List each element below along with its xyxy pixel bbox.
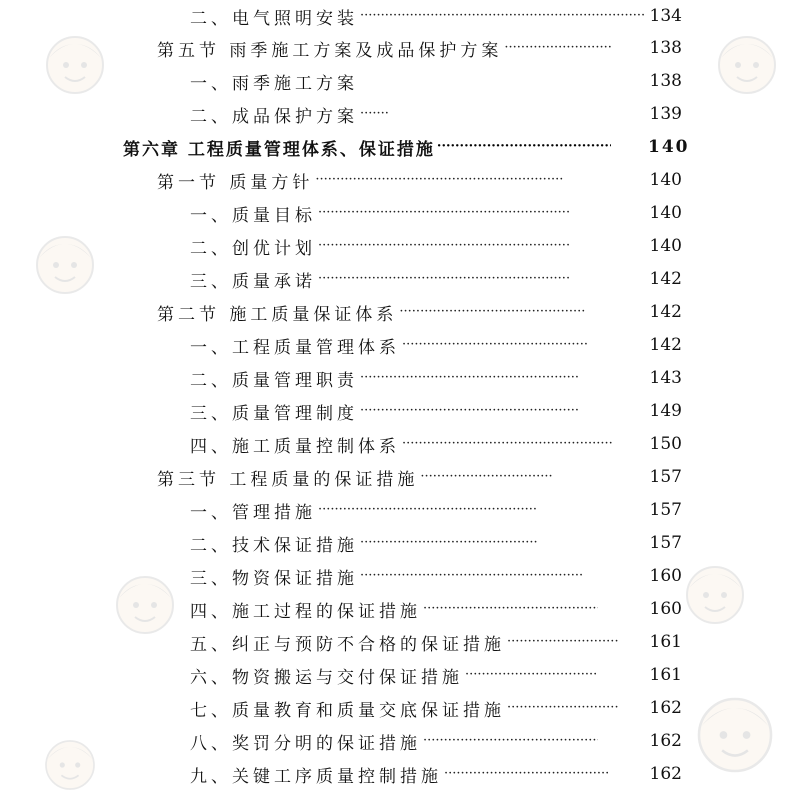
toc-entry-page: 140 [649,203,682,223]
toc-entry-title: 三、质量承诺 [190,271,316,292]
toc-entry-page: 149 [649,401,682,421]
toc-entry-title: 一、雨季施工方案 [190,73,358,94]
toc-entry [157,461,555,493]
dot-leader [402,428,613,460]
toc-entry [190,692,620,724]
cartoon-face-icon [712,30,782,100]
toc-entry [157,32,615,64]
toc-entry-title: 一、管理措施 [190,502,316,523]
toc-entry-page: 162 [649,731,682,751]
toc-entry-page: 161 [649,665,682,685]
dot-leader [465,659,598,691]
toc-entry-title: 五、纠正与预防不合格的保证措施 [190,634,505,655]
dot-leader [420,461,553,493]
toc-entry-page: 142 [649,302,682,322]
toc-entry [190,98,390,130]
toc-chapter-entry [123,131,613,163]
toc-entry-title: 三、质量管理制度 [190,403,358,424]
toc-entry-page: 157 [649,467,682,487]
dot-leader [507,626,618,658]
toc-entry-page: 157 [649,533,682,553]
dot-leader [360,560,583,592]
toc-entry-page: 162 [649,764,682,784]
toc-entry [190,560,585,592]
toc-entry [190,494,540,526]
toc-entry-title: 四、施工过程的保证措施 [190,601,421,622]
cartoon-face-icon [680,560,750,630]
dot-leader [315,164,563,196]
toc-entry-title: 六、物资搬运与交付保证措施 [190,667,463,688]
toc-entry-page: 150 [649,434,682,454]
toc-entry-title: 二、创优计划 [190,238,316,259]
dot-leader [318,494,538,526]
toc-entry-title: 一、工程质量管理体系 [190,337,400,358]
toc-entry [190,725,600,757]
toc-entry [157,296,587,328]
toc-entry-page: 142 [649,335,682,355]
dot-leader [423,593,598,625]
toc-entry [190,65,390,97]
toc-entry [190,263,573,295]
toc-entry-page: 138 [649,71,682,91]
dot-leader [504,32,613,64]
toc-entry-page: 134 [649,6,682,26]
dot-leader [437,131,611,163]
toc-entry [190,230,573,262]
dot-leader [360,0,646,32]
cartoon-face-icon [110,570,180,640]
toc-entry [190,758,610,790]
toc-entry-title: 八、奖罚分明的保证措施 [190,733,421,754]
toc-entry [190,395,580,427]
dot-leader [318,230,571,262]
dot-leader [402,329,588,361]
toc-entry-title: 第五节 雨季施工方案及成品保护方案 [157,40,503,61]
toc-entry-page: 160 [649,599,682,619]
dot-leader [423,725,598,757]
toc-entry-page: 161 [649,632,682,652]
toc-entry [190,593,600,625]
toc-entry-page: 140 [649,170,682,190]
toc-entry-page: 142 [649,269,682,289]
toc-entry-page: 140 [648,137,690,157]
toc-entry [190,362,580,394]
toc-entry-title: 二、技术保证措施 [190,535,358,556]
dot-leader [360,98,388,130]
toc-entry-title: 第二节 施工质量保证体系 [157,304,398,325]
toc-entry-title: 四、施工质量控制体系 [190,436,400,457]
toc-entry [190,626,620,658]
cartoon-face-icon [690,690,780,780]
toc-entry-title: 第六章 工程质量管理体系、保证措施 [123,139,435,160]
toc-entry [157,164,565,196]
toc-entry-page: 162 [649,698,682,718]
toc-entry-title: 一、质量目标 [190,205,316,226]
dot-leader [444,758,608,790]
cartoon-face-icon [40,30,110,100]
toc-entry-title: 第一节 质量方针 [157,172,314,193]
dot-leader [360,362,578,394]
dot-leader [360,527,538,559]
toc-entry-title: 二、质量管理职责 [190,370,358,391]
cartoon-face-icon [40,735,100,795]
toc-entry-title: 二、成品保护方案 [190,106,358,127]
toc-entry-page: 140 [649,236,682,256]
dot-leader [318,197,571,229]
toc-entry [190,428,615,460]
toc-entry [190,527,540,559]
toc-entry-page: 139 [649,104,682,124]
cartoon-face-icon [30,230,100,300]
toc-entry [190,329,590,361]
toc-entry-title: 二、电气照明安装 [190,8,358,29]
toc-entry [190,659,600,691]
toc-entry-page: 157 [649,500,682,520]
toc-entry-title: 第三节 工程质量的保证措施 [157,469,419,490]
dot-leader [318,263,571,295]
dot-leader [507,692,618,724]
toc-entry-page: 143 [649,368,682,388]
toc-entry-page: 160 [649,566,682,586]
dot-leader [360,395,578,427]
dot-leader [399,296,585,328]
toc-entry [190,0,648,32]
toc-entry-title: 七、质量教育和质量交底保证措施 [190,700,505,721]
toc-entry [190,197,573,229]
toc-entry-page: 138 [649,38,682,58]
toc-entry-title: 九、关键工序质量控制措施 [190,766,442,787]
toc-entry-title: 三、物资保证措施 [190,568,358,589]
